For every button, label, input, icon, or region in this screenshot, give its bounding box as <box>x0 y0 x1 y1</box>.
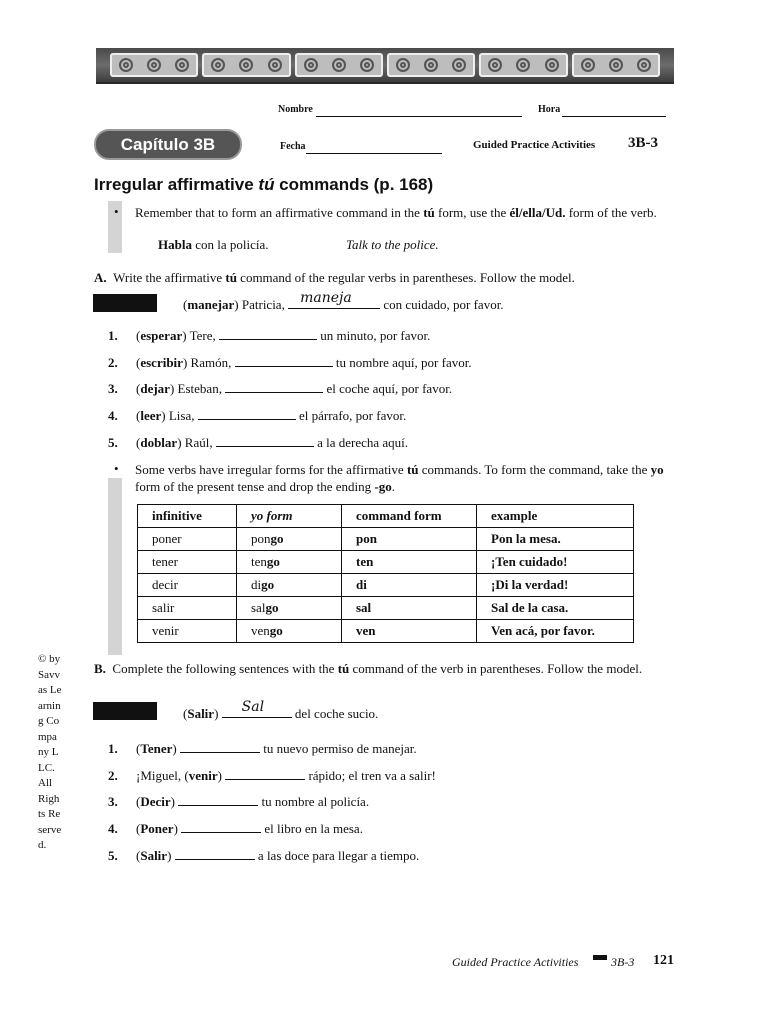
banner-tile <box>202 53 290 77</box>
table-row <box>138 551 634 574</box>
part-a-letter: A. <box>94 270 107 285</box>
irregular-text-2: commands. To form the command, take the <box>418 462 651 477</box>
model-verb: manejar <box>187 297 235 312</box>
example-verb: Habla <box>158 237 192 252</box>
page-number: 121 <box>653 953 674 968</box>
model-verb: Salir <box>187 706 215 721</box>
list-item: 5. (doblar) Raúl, a la derecha aquí. <box>108 430 472 457</box>
reminder-text <box>135 204 680 221</box>
item-post: un minuto, por favor. <box>316 328 431 343</box>
part-b-letter: B. <box>94 661 106 676</box>
cell-example: Sal de la casa. <box>477 597 634 620</box>
header-command-form: command form <box>342 505 477 528</box>
yo-ending: go <box>270 531 284 546</box>
table-row <box>138 620 634 643</box>
model-answer: Sal <box>241 699 265 715</box>
item-after: ) <box>170 794 175 810</box>
reminder-bullet: • <box>114 204 119 219</box>
list-item: 1. (esperar) Tere, un minuto, por favor. <box>108 323 472 350</box>
part-a-list <box>108 323 472 457</box>
model-label-box <box>93 294 157 312</box>
title-text-end: commands (p. 168) <box>274 175 434 194</box>
model-post: del coche sucio. <box>291 706 379 721</box>
cell-yo-form <box>237 620 342 643</box>
item-number: 2. <box>108 354 118 370</box>
fecha-label: Fecha <box>280 141 306 152</box>
cell-command: sal <box>342 597 477 620</box>
item-pre: Esteban, <box>174 381 226 397</box>
footer-activity: Guided Practice Activities <box>452 955 579 969</box>
banner-tile <box>387 53 475 77</box>
irregular-text <box>135 461 680 495</box>
item-post: el coche aquí, por favor. <box>323 381 453 397</box>
irregular-verbs-table <box>137 504 634 643</box>
cell-infinitive: venir <box>138 620 237 643</box>
cell-example: Pon la mesa. <box>477 528 634 551</box>
model-answer-blank <box>288 290 380 309</box>
item-lead: ( <box>136 794 141 810</box>
reminder-example <box>158 237 269 253</box>
header-activity-label: Guided Practice Activities <box>473 139 596 151</box>
yo-ending: go <box>269 623 283 638</box>
part-a-bold: tú <box>225 270 237 285</box>
footer-code: 3B-3 <box>611 955 635 969</box>
yo-stem: ven <box>251 623 270 638</box>
cell-command: ten <box>342 551 477 574</box>
part-b-text-1: Complete the following sentences with the <box>112 661 338 676</box>
banner-tile <box>110 53 198 77</box>
item-post: el párrafo, por favor. <box>295 408 407 424</box>
item-after: ) <box>167 847 172 863</box>
reminder-text-2: form, use the <box>434 205 510 220</box>
item-number: 3. <box>108 381 118 397</box>
part-b-instructions <box>94 660 674 677</box>
cell-example: ¡Di la verdad! <box>477 574 634 597</box>
item-verb: esperar <box>140 328 183 343</box>
item-verb: Tener <box>140 741 173 756</box>
decorative-banner <box>96 48 674 84</box>
cell-infinitive: poner <box>138 528 237 551</box>
cell-command: ven <box>342 620 477 643</box>
irregular-bold-tu: tú <box>406 462 419 477</box>
item-post: a la derecha aquí. <box>313 434 409 450</box>
nombre-field[interactable] <box>316 104 522 117</box>
item-number: 1. <box>108 328 118 343</box>
part-a-text-2: command of the regular verbs in parentheses. Follow the model. <box>236 270 575 285</box>
section-title <box>94 175 433 195</box>
item-verb: Poner <box>140 821 174 837</box>
banner-tile <box>295 53 383 77</box>
irregular-bullet: • <box>114 461 119 476</box>
table-row <box>138 574 634 597</box>
item-verb: doblar <box>140 434 178 450</box>
yo-stem: pon <box>251 531 271 546</box>
list-item <box>108 816 436 843</box>
item-number: 4. <box>108 821 118 837</box>
irregular-text-4: . <box>391 479 395 494</box>
model-answer: maneja <box>300 290 352 306</box>
item-after: ) <box>217 767 222 783</box>
item-verb: escribir <box>140 354 183 370</box>
example-rest: con la policía. <box>191 237 269 252</box>
yo-stem: di <box>251 577 262 592</box>
header-infinitive: infinitive <box>138 505 237 528</box>
part-a-model: (manejar) Patricia, maneja con cuidado, por favor. <box>183 290 504 312</box>
table-row <box>138 597 634 620</box>
cell-command: di <box>342 574 477 597</box>
table-header-row <box>138 505 634 528</box>
model-answer-blank <box>222 699 292 718</box>
irregular-bold-go: -go <box>374 479 392 494</box>
banner-tile <box>479 53 567 77</box>
item-post: tu nombre aquí, por favor. <box>332 354 472 370</box>
yo-ending: go <box>266 554 280 569</box>
reminder-bold-tu: tú <box>423 205 435 220</box>
list-item: 2. (escribir) Ramón, tu nombre aquí, por favor. <box>108 350 472 377</box>
part-b-list <box>108 736 436 870</box>
yo-ending: go <box>261 577 275 592</box>
answer-blank[interactable] <box>225 380 323 393</box>
list-item <box>108 843 436 870</box>
list-item <box>108 736 436 763</box>
item-pre: Ramón, <box>187 354 235 370</box>
cell-yo-form <box>237 528 342 551</box>
nombre-label: Nombre <box>278 104 313 115</box>
header-yo-form: yo form <box>237 505 342 528</box>
item-post: tu nuevo permiso de manejar. <box>259 741 417 756</box>
item-number: 5. <box>108 847 118 863</box>
item-post: a las doce para llegar a tiempo. <box>254 847 420 863</box>
model-pre: Patricia, <box>238 297 289 312</box>
part-a-instructions <box>94 270 575 286</box>
item-pre: Raúl, <box>181 434 216 450</box>
yo-stem: ten <box>251 554 267 569</box>
cell-yo-form <box>237 574 342 597</box>
table-row <box>138 528 634 551</box>
item-post: tu nombre al policía. <box>258 794 370 810</box>
reminder-text-1: Remember that to form an affirmative command in the <box>135 205 424 220</box>
header-activity-code: 3B-3 <box>628 135 658 151</box>
cell-yo-form <box>237 551 342 574</box>
yo-stem: sal <box>251 600 266 615</box>
item-number: 2. <box>108 767 118 783</box>
item-number: 1. <box>108 741 118 756</box>
cell-example: Ven acá, por favor. <box>477 620 634 643</box>
reminder-text-3: form of the verb. <box>565 205 657 220</box>
answer-blank[interactable] <box>235 354 333 367</box>
item-lead: ( <box>136 847 141 863</box>
list-item <box>108 763 436 790</box>
item-number: 5. <box>108 434 118 450</box>
answer-blank[interactable] <box>181 820 261 833</box>
item-pre: Lisa, <box>165 408 198 424</box>
item-number: 3. <box>108 794 118 810</box>
irregular-bold-yo: yo <box>650 462 664 477</box>
cell-infinitive: decir <box>138 574 237 597</box>
answer-blank[interactable] <box>198 407 296 420</box>
item-lead: ¡Miguel, ( <box>136 767 189 783</box>
irregular-text-3: form of the present tense and drop the ending <box>135 462 667 494</box>
yo-ending: go <box>265 600 279 615</box>
header-example: example <box>477 505 634 528</box>
item-post: el libro en la mesa. <box>261 821 363 837</box>
list-item: 3. (dejar) Esteban, el coche aquí, por favor. <box>108 376 472 403</box>
part-a-text-1: Write the affirmative <box>113 270 226 285</box>
hora-label: Hora <box>538 104 561 115</box>
item-verb: leer <box>140 408 162 424</box>
copyright-sidebar: © by Savvas Learning Company LLC. All Rights Reserved. <box>38 653 62 851</box>
answer-blank[interactable] <box>178 793 258 806</box>
list-item: 4. (leer) Lisa, el párrafo, por favor. <box>108 403 472 430</box>
irregular-bar <box>108 478 122 655</box>
banner-tile <box>572 53 660 77</box>
item-pre: Tere, <box>186 328 219 343</box>
item-post: rápido; el tren va a salir! <box>305 767 436 783</box>
title-emphasis: tú <box>258 175 275 194</box>
list-item <box>108 789 436 816</box>
answer-blank[interactable] <box>180 740 260 753</box>
item-after: ) <box>173 821 178 837</box>
item-verb: Decir <box>140 794 171 810</box>
part-b-text-2: command of the verb in parentheses. Follow the model. <box>349 661 643 676</box>
reminder-bold-form: él/ella/Ud. <box>509 205 566 220</box>
item-verb: venir <box>188 767 218 783</box>
item-lead: ( <box>136 821 141 837</box>
cell-infinitive: salir <box>138 597 237 620</box>
answer-blank[interactable] <box>225 767 305 780</box>
hora-field[interactable] <box>562 104 666 117</box>
item-verb: dejar <box>140 381 170 397</box>
item-after: ) <box>172 741 177 756</box>
item-verb: Salir <box>140 847 168 863</box>
answer-blank[interactable] <box>219 327 317 340</box>
cell-infinitive: tener <box>138 551 237 574</box>
title-text: Irregular affirmative <box>94 175 259 194</box>
fecha-field[interactable] <box>306 141 442 154</box>
part-b-model: (Salir) Sal del coche sucio. <box>183 699 379 721</box>
cell-example: ¡Ten cuidado! <box>477 551 634 574</box>
model-label-box <box>93 702 157 720</box>
model-post: con cuidado, por favor. <box>380 297 504 312</box>
irregular-text-1: Some verbs have irregular forms for the affirmative <box>135 462 407 477</box>
item-number: 4. <box>108 408 118 424</box>
reminder-translation: Talk to the police. <box>346 237 439 252</box>
chapter-badge: Capítulo 3B <box>94 129 242 160</box>
item-lead: ( <box>136 741 141 756</box>
cell-yo-form <box>237 597 342 620</box>
footer-divider <box>593 955 607 960</box>
answer-blank[interactable] <box>216 434 314 447</box>
answer-blank[interactable] <box>175 847 255 860</box>
cell-command: pon <box>342 528 477 551</box>
part-b-bold: tú <box>337 661 350 676</box>
